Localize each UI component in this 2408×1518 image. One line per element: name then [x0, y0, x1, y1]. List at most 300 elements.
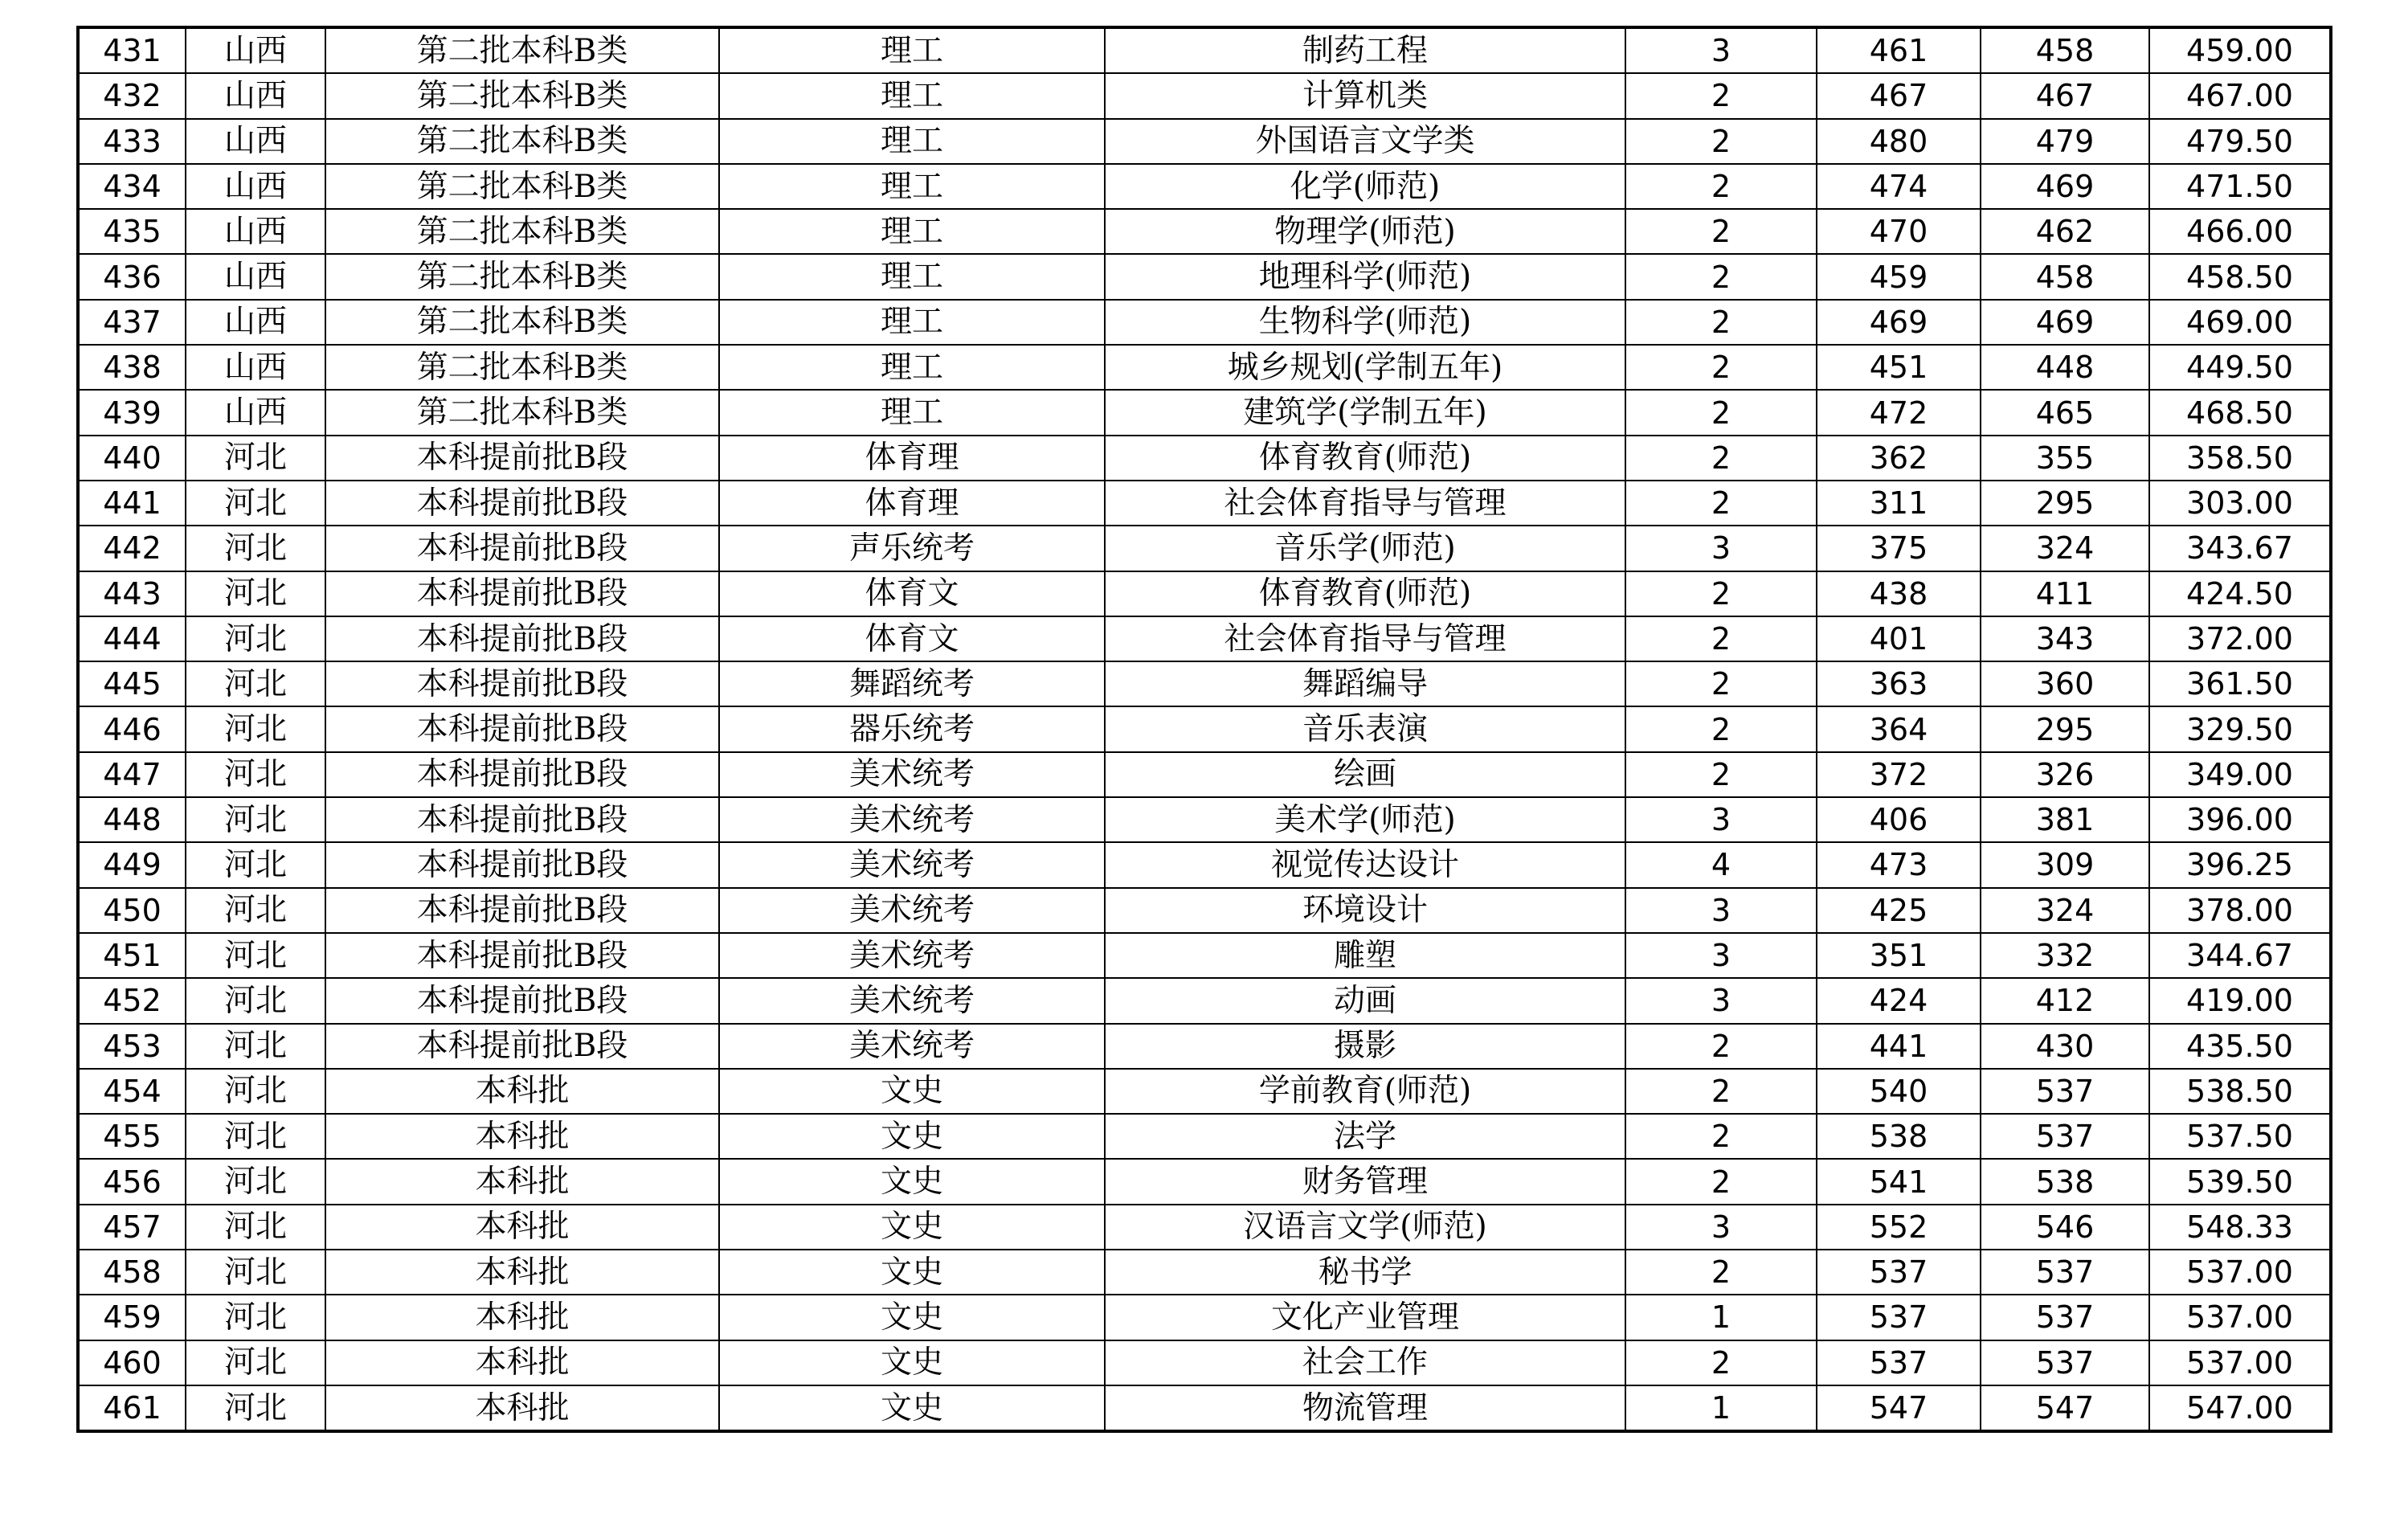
max-score-cell: 401	[1817, 616, 1981, 661]
major-cell: 法学	[1105, 1114, 1625, 1159]
min-score-cell: 458	[1981, 27, 2149, 73]
min-score-cell: 326	[1981, 752, 2149, 797]
min-score-cell: 467	[1981, 73, 2149, 118]
max-score-cell: 541	[1817, 1159, 1981, 1204]
major-cell: 财务管理	[1105, 1159, 1625, 1204]
row-number-cell: 440	[78, 436, 186, 481]
count-cell: 2	[1625, 706, 1817, 751]
max-score-cell: 406	[1817, 797, 1981, 842]
province-cell: 河北	[186, 1069, 325, 1114]
max-score-cell: 540	[1817, 1069, 1981, 1114]
min-score-cell: 411	[1981, 571, 2149, 616]
count-cell: 4	[1625, 842, 1817, 887]
province-cell: 河北	[186, 481, 325, 526]
min-score-cell: 546	[1981, 1205, 2149, 1250]
row-number-cell: 454	[78, 1069, 186, 1114]
min-score-cell: 309	[1981, 842, 2149, 887]
category-cell: 体育文	[719, 571, 1105, 616]
category-cell: 文史	[719, 1069, 1105, 1114]
row-number-cell: 458	[78, 1250, 186, 1295]
table-row	[78, 390, 2331, 435]
count-cell: 2	[1625, 1114, 1817, 1159]
province-cell: 山西	[186, 209, 325, 254]
batch-cell: 本科提前批B段	[325, 888, 719, 933]
major-cell: 摄影	[1105, 1024, 1625, 1069]
min-score-cell: 343	[1981, 616, 2149, 661]
avg-score-cell: 435.50	[2149, 1024, 2331, 1069]
province-cell: 山西	[186, 27, 325, 73]
major-cell: 物理学(师范)	[1105, 209, 1625, 254]
count-cell: 3	[1625, 797, 1817, 842]
province-cell: 河北	[186, 1159, 325, 1204]
major-cell: 舞蹈编导	[1105, 661, 1625, 706]
category-cell: 美术统考	[719, 978, 1105, 1023]
row-number-cell: 432	[78, 73, 186, 118]
category-cell: 美术统考	[719, 797, 1105, 842]
min-score-cell: 547	[1981, 1385, 2149, 1431]
table-row	[78, 797, 2331, 842]
table-row	[78, 164, 2331, 209]
batch-cell: 本科提前批B段	[325, 752, 719, 797]
avg-score-cell: 467.00	[2149, 73, 2331, 118]
count-cell: 2	[1625, 119, 1817, 164]
province-cell: 河北	[186, 571, 325, 616]
avg-score-cell: 419.00	[2149, 978, 2331, 1023]
min-score-cell: 538	[1981, 1159, 2149, 1204]
province-cell: 河北	[186, 1205, 325, 1250]
major-cell: 雕塑	[1105, 933, 1625, 978]
count-cell: 2	[1625, 390, 1817, 435]
avg-score-cell: 469.00	[2149, 300, 2331, 345]
table-row	[78, 481, 2331, 526]
max-score-cell: 351	[1817, 933, 1981, 978]
batch-cell: 本科批	[325, 1385, 719, 1431]
min-score-cell: 381	[1981, 797, 2149, 842]
category-cell: 理工	[719, 73, 1105, 118]
category-cell: 美术统考	[719, 842, 1105, 887]
major-cell: 制药工程	[1105, 27, 1625, 73]
province-cell: 河北	[186, 797, 325, 842]
row-number-cell: 434	[78, 164, 186, 209]
avg-score-cell: 459.00	[2149, 27, 2331, 73]
max-score-cell: 472	[1817, 390, 1981, 435]
count-cell: 2	[1625, 1250, 1817, 1295]
category-cell: 理工	[719, 164, 1105, 209]
table-row	[78, 933, 2331, 978]
row-number-cell: 442	[78, 526, 186, 571]
max-score-cell: 311	[1817, 481, 1981, 526]
max-score-cell: 425	[1817, 888, 1981, 933]
batch-cell: 本科提前批B段	[325, 978, 719, 1023]
min-score-cell: 430	[1981, 1024, 2149, 1069]
min-score-cell: 537	[1981, 1250, 2149, 1295]
category-cell: 文史	[719, 1159, 1105, 1204]
min-score-cell: 469	[1981, 300, 2149, 345]
count-cell: 3	[1625, 27, 1817, 73]
min-score-cell: 448	[1981, 345, 2149, 390]
category-cell: 美术统考	[719, 888, 1105, 933]
avg-score-cell: 471.50	[2149, 164, 2331, 209]
row-number-cell: 441	[78, 481, 186, 526]
min-score-cell: 360	[1981, 661, 2149, 706]
major-cell: 化学(师范)	[1105, 164, 1625, 209]
min-score-cell: 537	[1981, 1069, 2149, 1114]
batch-cell: 本科提前批B段	[325, 526, 719, 571]
province-cell: 河北	[186, 526, 325, 571]
major-cell: 音乐表演	[1105, 706, 1625, 751]
category-cell: 体育文	[719, 616, 1105, 661]
major-cell: 视觉传达设计	[1105, 842, 1625, 887]
row-number-cell: 438	[78, 345, 186, 390]
province-cell: 山西	[186, 390, 325, 435]
batch-cell: 本科提前批B段	[325, 1024, 719, 1069]
avg-score-cell: 537.00	[2149, 1340, 2331, 1385]
batch-cell: 本科提前批B段	[325, 661, 719, 706]
table-body	[78, 27, 2331, 1431]
major-cell: 动画	[1105, 978, 1625, 1023]
row-number-cell: 443	[78, 571, 186, 616]
count-cell: 2	[1625, 300, 1817, 345]
count-cell: 2	[1625, 1340, 1817, 1385]
count-cell: 2	[1625, 661, 1817, 706]
major-cell: 城乡规划(学制五年)	[1105, 345, 1625, 390]
table-row	[78, 1114, 2331, 1159]
count-cell: 1	[1625, 1295, 1817, 1340]
avg-score-cell: 343.67	[2149, 526, 2331, 571]
category-cell: 美术统考	[719, 933, 1105, 978]
row-number-cell: 455	[78, 1114, 186, 1159]
batch-cell: 本科批	[325, 1159, 719, 1204]
admission-score-table	[76, 26, 2332, 1433]
batch-cell: 第二批本科B类	[325, 209, 719, 254]
province-cell: 山西	[186, 164, 325, 209]
row-number-cell: 439	[78, 390, 186, 435]
province-cell: 河北	[186, 661, 325, 706]
province-cell: 河北	[186, 1250, 325, 1295]
category-cell: 文史	[719, 1340, 1105, 1385]
row-number-cell: 449	[78, 842, 186, 887]
max-score-cell: 473	[1817, 842, 1981, 887]
avg-score-cell: 424.50	[2149, 571, 2331, 616]
row-number-cell: 450	[78, 888, 186, 933]
min-score-cell: 479	[1981, 119, 2149, 164]
category-cell: 文史	[719, 1385, 1105, 1431]
batch-cell: 第二批本科B类	[325, 73, 719, 118]
table-row	[78, 571, 2331, 616]
avg-score-cell: 378.00	[2149, 888, 2331, 933]
avg-score-cell: 396.00	[2149, 797, 2331, 842]
major-cell: 音乐学(师范)	[1105, 526, 1625, 571]
row-number-cell: 437	[78, 300, 186, 345]
batch-cell: 本科提前批B段	[325, 571, 719, 616]
category-cell: 体育理	[719, 436, 1105, 481]
count-cell: 3	[1625, 1205, 1817, 1250]
table-row	[78, 842, 2331, 887]
province-cell: 河北	[186, 1114, 325, 1159]
row-number-cell: 445	[78, 661, 186, 706]
province-cell: 河北	[186, 1385, 325, 1431]
batch-cell: 本科提前批B段	[325, 933, 719, 978]
table-row	[78, 1250, 2331, 1295]
count-cell: 2	[1625, 436, 1817, 481]
count-cell: 2	[1625, 481, 1817, 526]
category-cell: 美术统考	[719, 1024, 1105, 1069]
max-score-cell: 537	[1817, 1340, 1981, 1385]
table-row	[78, 752, 2331, 797]
count-cell: 2	[1625, 1024, 1817, 1069]
avg-score-cell: 303.00	[2149, 481, 2331, 526]
major-cell: 地理科学(师范)	[1105, 254, 1625, 299]
major-cell: 外国语言文学类	[1105, 119, 1625, 164]
major-cell: 学前教育(师范)	[1105, 1069, 1625, 1114]
count-cell: 3	[1625, 933, 1817, 978]
max-score-cell: 459	[1817, 254, 1981, 299]
table-row	[78, 706, 2331, 751]
avg-score-cell: 547.00	[2149, 1385, 2331, 1431]
province-cell: 河北	[186, 436, 325, 481]
row-number-cell: 459	[78, 1295, 186, 1340]
batch-cell: 本科批	[325, 1205, 719, 1250]
table-row	[78, 1385, 2331, 1431]
count-cell: 2	[1625, 254, 1817, 299]
row-number-cell: 453	[78, 1024, 186, 1069]
table-row	[78, 1295, 2331, 1340]
table-row	[78, 119, 2331, 164]
min-score-cell: 295	[1981, 481, 2149, 526]
category-cell: 理工	[719, 345, 1105, 390]
table-row	[78, 300, 2331, 345]
avg-score-cell: 537.00	[2149, 1295, 2331, 1340]
batch-cell: 本科提前批B段	[325, 481, 719, 526]
max-score-cell: 552	[1817, 1205, 1981, 1250]
batch-cell: 第二批本科B类	[325, 390, 719, 435]
major-cell: 环境设计	[1105, 888, 1625, 933]
min-score-cell: 469	[1981, 164, 2149, 209]
province-cell: 河北	[186, 933, 325, 978]
avg-score-cell: 329.50	[2149, 706, 2331, 751]
batch-cell: 本科提前批B段	[325, 842, 719, 887]
category-cell: 舞蹈统考	[719, 661, 1105, 706]
major-cell: 绘画	[1105, 752, 1625, 797]
avg-score-cell: 349.00	[2149, 752, 2331, 797]
min-score-cell: 465	[1981, 390, 2149, 435]
row-number-cell: 431	[78, 27, 186, 73]
avg-score-cell: 361.50	[2149, 661, 2331, 706]
min-score-cell: 295	[1981, 706, 2149, 751]
batch-cell: 本科提前批B段	[325, 797, 719, 842]
avg-score-cell: 468.50	[2149, 390, 2331, 435]
category-cell: 理工	[719, 390, 1105, 435]
table-row	[78, 1205, 2331, 1250]
max-score-cell: 480	[1817, 119, 1981, 164]
category-cell: 理工	[719, 209, 1105, 254]
batch-cell: 第二批本科B类	[325, 164, 719, 209]
max-score-cell: 474	[1817, 164, 1981, 209]
major-cell: 体育教育(师范)	[1105, 436, 1625, 481]
avg-score-cell: 479.50	[2149, 119, 2331, 164]
major-cell: 文化产业管理	[1105, 1295, 1625, 1340]
min-score-cell: 324	[1981, 526, 2149, 571]
table-row	[78, 888, 2331, 933]
min-score-cell: 537	[1981, 1340, 2149, 1385]
max-score-cell: 461	[1817, 27, 1981, 73]
max-score-cell: 467	[1817, 73, 1981, 118]
province-cell: 河北	[186, 978, 325, 1023]
province-cell: 山西	[186, 345, 325, 390]
province-cell: 山西	[186, 73, 325, 118]
major-cell: 物流管理	[1105, 1385, 1625, 1431]
batch-cell: 第二批本科B类	[325, 27, 719, 73]
batch-cell: 本科批	[325, 1250, 719, 1295]
max-score-cell: 363	[1817, 661, 1981, 706]
table-row	[78, 1159, 2331, 1204]
batch-cell: 第二批本科B类	[325, 345, 719, 390]
category-cell: 文史	[719, 1295, 1105, 1340]
max-score-cell: 375	[1817, 526, 1981, 571]
category-cell: 器乐统考	[719, 706, 1105, 751]
table-row	[78, 73, 2331, 118]
row-number-cell: 447	[78, 752, 186, 797]
avg-score-cell: 539.50	[2149, 1159, 2331, 1204]
major-cell: 汉语言文学(师范)	[1105, 1205, 1625, 1250]
province-cell: 河北	[186, 842, 325, 887]
row-number-cell: 435	[78, 209, 186, 254]
row-number-cell: 446	[78, 706, 186, 751]
max-score-cell: 547	[1817, 1385, 1981, 1431]
min-score-cell: 324	[1981, 888, 2149, 933]
category-cell: 理工	[719, 119, 1105, 164]
major-cell: 计算机类	[1105, 73, 1625, 118]
table-row	[78, 27, 2331, 73]
category-cell: 理工	[719, 254, 1105, 299]
count-cell: 3	[1625, 526, 1817, 571]
batch-cell: 本科提前批B段	[325, 436, 719, 481]
table-row	[78, 526, 2331, 571]
batch-cell: 本科批	[325, 1114, 719, 1159]
max-score-cell: 424	[1817, 978, 1981, 1023]
table-row	[78, 1340, 2331, 1385]
avg-score-cell: 372.00	[2149, 616, 2331, 661]
min-score-cell: 537	[1981, 1295, 2149, 1340]
major-cell: 建筑学(学制五年)	[1105, 390, 1625, 435]
max-score-cell: 537	[1817, 1295, 1981, 1340]
avg-score-cell: 344.67	[2149, 933, 2331, 978]
count-cell: 3	[1625, 978, 1817, 1023]
max-score-cell: 364	[1817, 706, 1981, 751]
category-cell: 文史	[719, 1250, 1105, 1295]
avg-score-cell: 358.50	[2149, 436, 2331, 481]
category-cell: 理工	[719, 300, 1105, 345]
row-number-cell: 457	[78, 1205, 186, 1250]
category-cell: 体育理	[719, 481, 1105, 526]
row-number-cell: 444	[78, 616, 186, 661]
table-row	[78, 1069, 2331, 1114]
major-cell: 体育教育(师范)	[1105, 571, 1625, 616]
max-score-cell: 372	[1817, 752, 1981, 797]
avg-score-cell: 458.50	[2149, 254, 2331, 299]
max-score-cell: 470	[1817, 209, 1981, 254]
batch-cell: 第二批本科B类	[325, 300, 719, 345]
batch-cell: 本科批	[325, 1069, 719, 1114]
min-score-cell: 537	[1981, 1114, 2149, 1159]
count-cell: 2	[1625, 209, 1817, 254]
avg-score-cell: 449.50	[2149, 345, 2331, 390]
count-cell: 2	[1625, 616, 1817, 661]
avg-score-cell: 538.50	[2149, 1069, 2331, 1114]
table-row	[78, 661, 2331, 706]
count-cell: 2	[1625, 752, 1817, 797]
row-number-cell: 451	[78, 933, 186, 978]
count-cell: 3	[1625, 888, 1817, 933]
province-cell: 河北	[186, 1295, 325, 1340]
row-number-cell: 456	[78, 1159, 186, 1204]
min-score-cell: 462	[1981, 209, 2149, 254]
major-cell: 秘书学	[1105, 1250, 1625, 1295]
province-cell: 河北	[186, 1340, 325, 1385]
min-score-cell: 355	[1981, 436, 2149, 481]
table-row	[78, 345, 2331, 390]
category-cell: 声乐统考	[719, 526, 1105, 571]
row-number-cell: 460	[78, 1340, 186, 1385]
batch-cell: 本科批	[325, 1340, 719, 1385]
province-cell: 山西	[186, 254, 325, 299]
max-score-cell: 438	[1817, 571, 1981, 616]
category-cell: 文史	[719, 1205, 1105, 1250]
category-cell: 理工	[719, 27, 1105, 73]
major-cell: 社会体育指导与管理	[1105, 616, 1625, 661]
batch-cell: 第二批本科B类	[325, 254, 719, 299]
batch-cell: 本科提前批B段	[325, 706, 719, 751]
count-cell: 2	[1625, 1069, 1817, 1114]
province-cell: 山西	[186, 300, 325, 345]
count-cell: 2	[1625, 73, 1817, 118]
province-cell: 河北	[186, 706, 325, 751]
province-cell: 河北	[186, 752, 325, 797]
avg-score-cell: 548.33	[2149, 1205, 2331, 1250]
max-score-cell: 362	[1817, 436, 1981, 481]
province-cell: 河北	[186, 1024, 325, 1069]
province-cell: 河北	[186, 888, 325, 933]
count-cell: 2	[1625, 164, 1817, 209]
major-cell: 社会体育指导与管理	[1105, 481, 1625, 526]
avg-score-cell: 537.00	[2149, 1250, 2331, 1295]
row-number-cell: 433	[78, 119, 186, 164]
row-number-cell: 452	[78, 978, 186, 1023]
category-cell: 美术统考	[719, 752, 1105, 797]
avg-score-cell: 396.25	[2149, 842, 2331, 887]
max-score-cell: 441	[1817, 1024, 1981, 1069]
avg-score-cell: 537.50	[2149, 1114, 2331, 1159]
major-cell: 社会工作	[1105, 1340, 1625, 1385]
table-row	[78, 436, 2331, 481]
table-row	[78, 1024, 2331, 1069]
table-row	[78, 616, 2331, 661]
min-score-cell: 458	[1981, 254, 2149, 299]
batch-cell: 本科提前批B段	[325, 616, 719, 661]
avg-score-cell: 466.00	[2149, 209, 2331, 254]
major-cell: 生物科学(师范)	[1105, 300, 1625, 345]
count-cell: 2	[1625, 571, 1817, 616]
batch-cell: 第二批本科B类	[325, 119, 719, 164]
count-cell: 2	[1625, 1159, 1817, 1204]
province-cell: 山西	[186, 119, 325, 164]
count-cell: 1	[1625, 1385, 1817, 1431]
province-cell: 河北	[186, 616, 325, 661]
row-number-cell: 436	[78, 254, 186, 299]
count-cell: 2	[1625, 345, 1817, 390]
row-number-cell: 448	[78, 797, 186, 842]
max-score-cell: 451	[1817, 345, 1981, 390]
